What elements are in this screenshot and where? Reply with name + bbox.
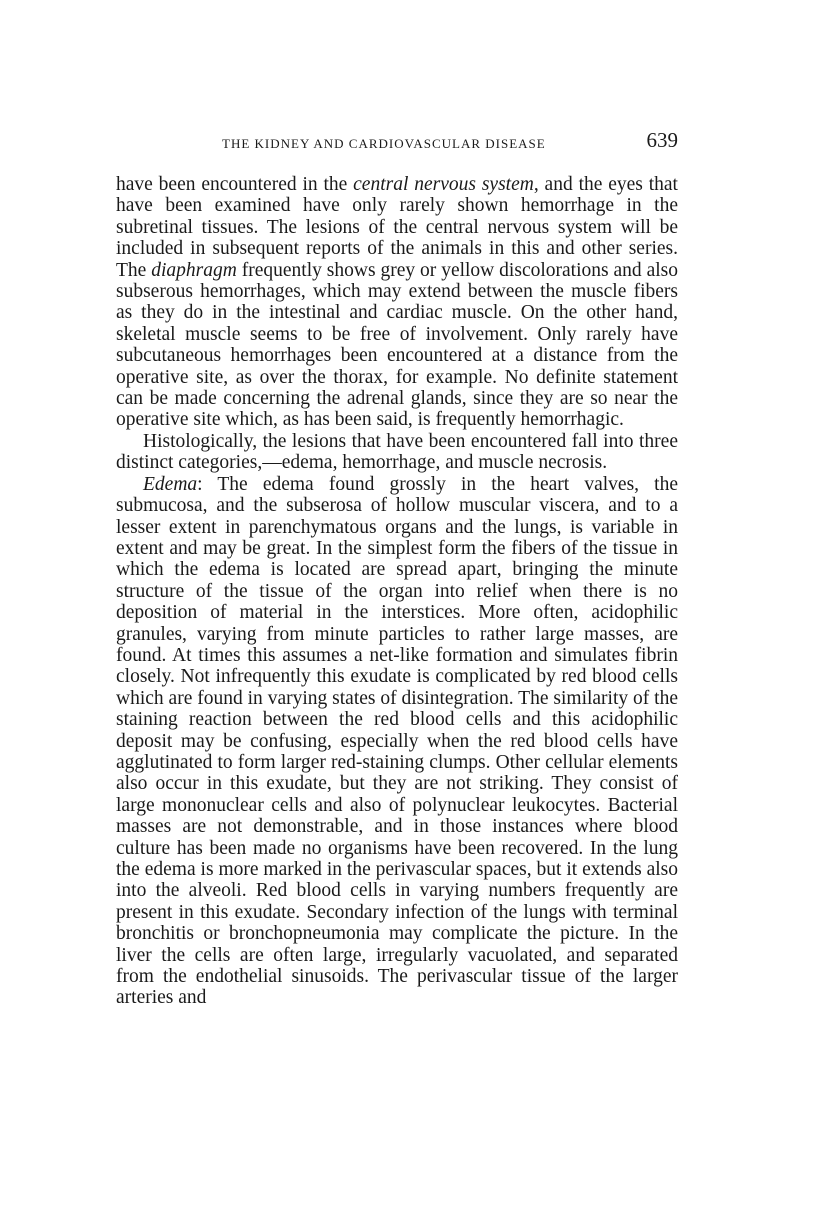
paragraph-edema [116,474,678,1009]
page-number: 639 [646,128,678,152]
body-text [116,174,678,1009]
text-run: Histologically, the lesions that have been encountered fall into three distinct categories,—edema, hemorrhage, and muscle necrosis. [116,430,678,474]
book-page [116,128,678,1009]
paragraph-histology [116,431,678,474]
italic-term: central nervous system [353,174,534,195]
text-run: : The edema found grossly in the heart valves, the submucosa, and the subserosa of hollow muscular viscera, and to a lesser extent in parenchymatous organs and the lungs, is variable in extent and may be great. In the simplest form the fibers of the tissue in which the edema is located are spread apart, bringing the minute structure of the tissue of the organ into relief when there is no deposition of material in the interstices. More often, acidophilic granules, varying from minute particles to rather large masses, are found. At times this assumes a net-like formation and simulates fibrin closely. Not infrequently this exudate is complicated by red blood cells which are found in varying states of disintegration. The similarity of the staining reaction between the red blood cells and this acidophilic deposit may be confusing, especially when the red blood cells have agglutinated to form larger red-staining clumps. Other cellular elements also occur in this exudate, but they are not striking. They consist of large mononuclear cells and also of polynuclear leukocytes. Bacterial masses are not demonstrable, and in those instances where blood culture has been made no organisms have been recovered. In the lung the edema is more marked in the perivascular spaces, but it extends also into the alveoli. Red blood cells in varying numbers frequently are present in this exudate. Secondary infection of the lungs with terminal bronchitis or bronchopneumonia may complicate the picture. In the liver the cells are often large, irregularly vacuolated, and separated from the endothelial sinusoids. The perivascular tissue of the larger arteries and [116,473,678,1009]
paragraph-continued [116,174,678,431]
text-run: , and the eyes that have been examined have only rarely shown hemorrhage in the subretinal tissues. The lesions of the central nervous system will be included in subsequent reports of the animals in this and other series. The [116,174,678,281]
italic-term: diaphragm [151,259,237,281]
text-run: frequently shows grey or yellow discolorations and also subserous hemorrhages, which may extend between the muscle fibers as they do in the intestinal and cardiac muscle. On the other hand, skeletal muscle seems to be free of involvement. Only rarely have subcutaneous hemorrhages been encountered at a distance from the operative site, as over the thorax, for example. No definite statement can be made concerning the adrenal glands, since they are so near the operative site which, as has been said, is frequently hemorrhagic. [116,259,678,431]
text-run: have been encountered in the [116,174,354,195]
italic-term: Edema [143,473,198,495]
running-title: THE KIDNEY AND CARDIOVASCULAR DISEASE [222,136,546,151]
running-head [116,128,678,160]
